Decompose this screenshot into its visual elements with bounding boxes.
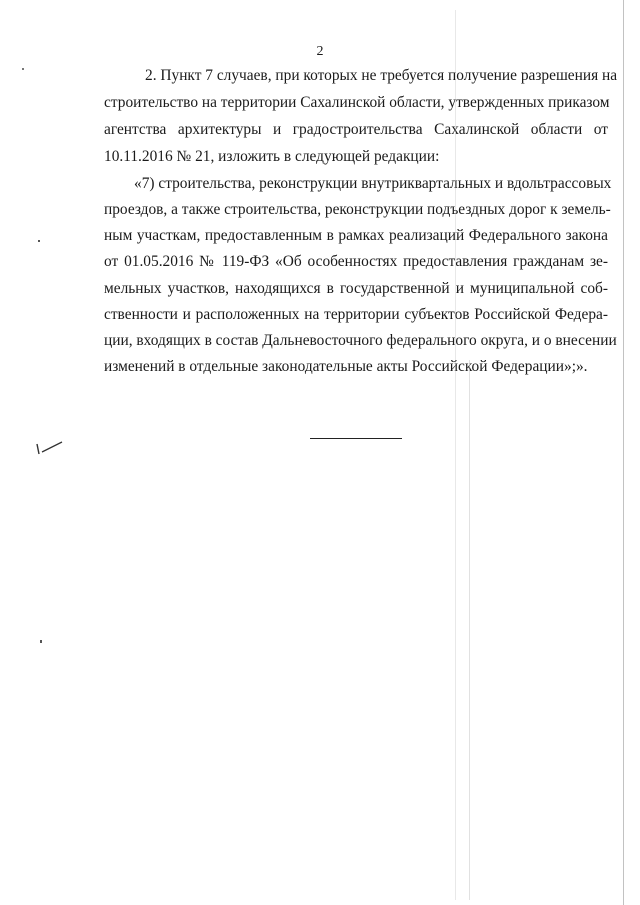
- text-line: от 01.05.2016 № 119-ФЗ «Об особенностях предоставления гражданам зе-: [104, 253, 608, 270]
- handwritten-mark-icon: [34, 438, 66, 460]
- page-number: 2: [316, 44, 324, 59]
- scan-streak: [455, 10, 456, 900]
- text-line: строительство на территории Сахалинской области, утвержденных приказом: [104, 94, 610, 111]
- text-line: мельных участков, находящихся в государственной и муниципальной соб-: [104, 280, 608, 297]
- text-line: проездов, а также строительства, реконструкции подъездных дорог к земель-: [104, 201, 611, 218]
- scan-speck: [22, 68, 24, 70]
- text-line: 2. Пункт 7 случаев, при которых не требуется получение разрешения на: [145, 67, 618, 84]
- scan-speck: [38, 240, 40, 242]
- text-line: ственности и расположенных на территории субъектов Российской Федера-: [104, 306, 608, 323]
- text-line: изменений в отдельные законодательные акты Российской Федерации»;».: [104, 358, 588, 375]
- text-line: агентства архитектуры и градостроительства Сахалинской области от: [104, 121, 608, 138]
- text-line: ции, входящих в состав Дальневосточного федерального округа, и о внесении: [104, 332, 617, 349]
- text-line: ным участкам, предоставленным в рамках реализаций Федерального закона: [104, 227, 608, 244]
- scan-edge: [623, 0, 624, 905]
- text-line: «7) строительства, реконструкции внутриквартальных и вдольтрассовых: [134, 175, 612, 192]
- section-divider: [310, 438, 402, 439]
- scan-speck: [40, 640, 42, 643]
- text-line: 10.11.2016 № 21, изложить в следующей редакции:: [104, 148, 440, 165]
- scan-streak: [469, 360, 470, 900]
